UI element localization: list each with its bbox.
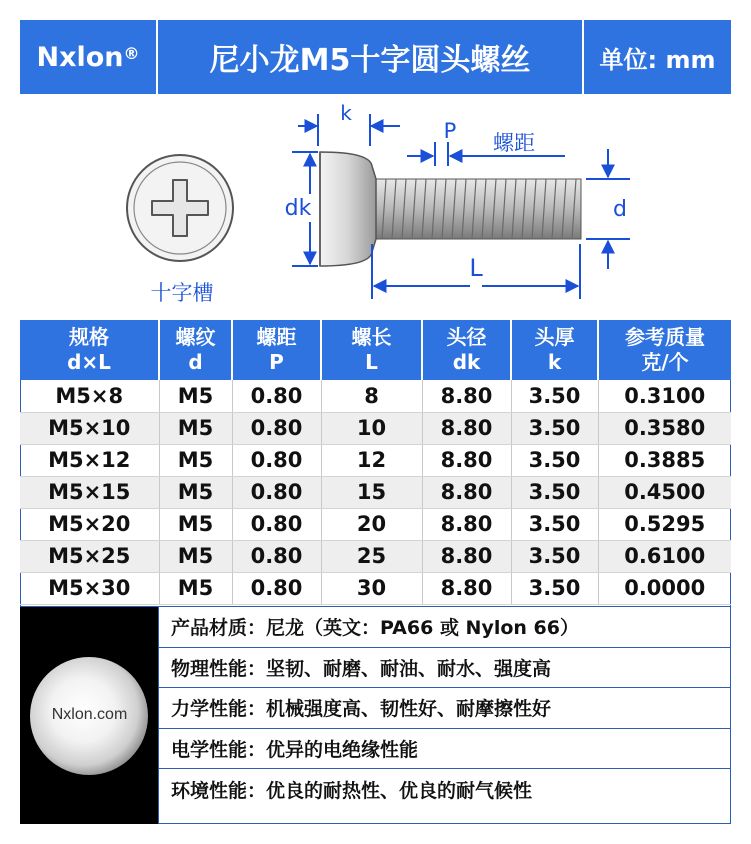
dimension-l-label: L	[469, 254, 483, 282]
table-cell: 8.80	[422, 508, 511, 540]
table-cell: 8.80	[422, 380, 511, 412]
header-pitch: 螺距 P	[232, 320, 321, 380]
table-cell: 10	[321, 412, 422, 444]
table-cell: 8.80	[422, 476, 511, 508]
table-cell: 0.3580	[598, 412, 731, 444]
table-row	[20, 412, 731, 444]
table-cell: M5×10	[20, 412, 159, 444]
photo-watermark: Nxlon.com	[51, 706, 128, 723]
table-cell: 0.80	[232, 476, 321, 508]
spec-table-header	[20, 320, 731, 380]
properties-list	[159, 607, 731, 824]
table-cell: 20	[321, 508, 422, 540]
brand-logo	[20, 20, 158, 94]
table-cell: 8.80	[422, 444, 511, 476]
table-cell: M5	[159, 572, 232, 604]
table-cell: 15	[321, 476, 422, 508]
table-cell: M5	[159, 508, 232, 540]
table-cell: M5×15	[20, 476, 159, 508]
table-cell: 3.50	[511, 380, 598, 412]
screw-diagram	[20, 94, 731, 320]
registered-mark: ®	[123, 43, 140, 63]
table-cell: 8.80	[422, 572, 511, 604]
table-row	[20, 540, 731, 572]
table-cell: 3.50	[511, 412, 598, 444]
table-row	[20, 508, 731, 540]
table-cell: 3.50	[511, 572, 598, 604]
table-cell: 0.0000	[598, 572, 731, 604]
table-cell: M5×25	[20, 540, 159, 572]
table-cell: 3.50	[511, 444, 598, 476]
table-cell: M5×20	[20, 508, 159, 540]
property-electrical: 电学性能：优异的电绝缘性能	[159, 729, 731, 770]
table-cell: 8.80	[422, 412, 511, 444]
table-cell: 8	[321, 380, 422, 412]
table-cell: 0.80	[232, 380, 321, 412]
table-cell: 0.80	[232, 412, 321, 444]
table-cell: 3.50	[511, 508, 598, 540]
slot-label: 十字槽	[150, 281, 214, 305]
property-environmental: 环境性能：优良的耐热性、优良的耐气候性	[171, 779, 533, 802]
header-length: 螺长 L	[321, 320, 422, 380]
dimension-dk-label: dk	[284, 196, 312, 221]
table-cell: 0.4500	[598, 476, 731, 508]
table-row	[20, 572, 731, 604]
header-thread: 螺纹 d	[159, 320, 232, 380]
header-spec: 规格 d×L	[20, 320, 159, 380]
table-cell: 3.50	[511, 476, 598, 508]
table-cell: 0.6100	[598, 540, 731, 572]
table-cell: M5×8	[20, 380, 159, 412]
table-cell: 12	[321, 444, 422, 476]
header-head-thickness: 头厚 k	[511, 320, 598, 380]
unit-label: 单位: mm	[599, 45, 716, 74]
table-cell: M5	[159, 476, 232, 508]
property-physical: 物理性能：坚韧、耐磨、耐油、耐水、强度高	[159, 648, 731, 689]
table-cell: M5×12	[20, 444, 159, 476]
dimension-k-label: k	[340, 101, 352, 125]
dimension-d-label: d	[613, 197, 627, 222]
property-mechanical: 力学性能：机械强度高、韧性好、耐摩擦性好	[159, 688, 731, 729]
table-cell: 8.80	[422, 540, 511, 572]
header-head-diameter: 头径 dk	[422, 320, 511, 380]
table-cell: M5×30	[20, 572, 159, 604]
table-cell: 0.80	[232, 540, 321, 572]
table-cell: 0.80	[232, 508, 321, 540]
table-cell: M5	[159, 380, 232, 412]
table-cell: 3.50	[511, 540, 598, 572]
screw-side-view-icon	[320, 152, 581, 266]
nylon-pellets-photo	[20, 607, 159, 824]
table-cell: 0.80	[232, 572, 321, 604]
dimension-p-label: P	[443, 119, 457, 143]
table-row	[20, 476, 731, 508]
header-weight: 参考质量 克/个	[598, 320, 731, 380]
material-properties	[20, 606, 731, 824]
table-cell: 0.3100	[598, 380, 731, 412]
table-cell: 0.5295	[598, 508, 731, 540]
table-cell: M5	[159, 412, 232, 444]
screw-diagram-svg	[20, 94, 731, 320]
table-cell: 0.3885	[598, 444, 731, 476]
header-bar	[20, 20, 731, 94]
property-material: 产品材质：尼龙（英文：PA66 或 Nylon 66）	[159, 607, 731, 648]
pitch-label: 螺距	[493, 131, 535, 155]
table-cell: 0.80	[232, 444, 321, 476]
brand-name: Nxlon	[36, 41, 124, 73]
page-title: 尼小龙M5十字圆头螺丝	[158, 20, 584, 94]
table-cell: 30	[321, 572, 422, 604]
table-cell: M5	[159, 540, 232, 572]
table-row	[20, 380, 731, 412]
table-cell: 25	[321, 540, 422, 572]
table-cell: M5	[159, 444, 232, 476]
table-row	[20, 444, 731, 476]
phillips-head-icon	[127, 155, 233, 261]
spec-table	[20, 320, 731, 605]
